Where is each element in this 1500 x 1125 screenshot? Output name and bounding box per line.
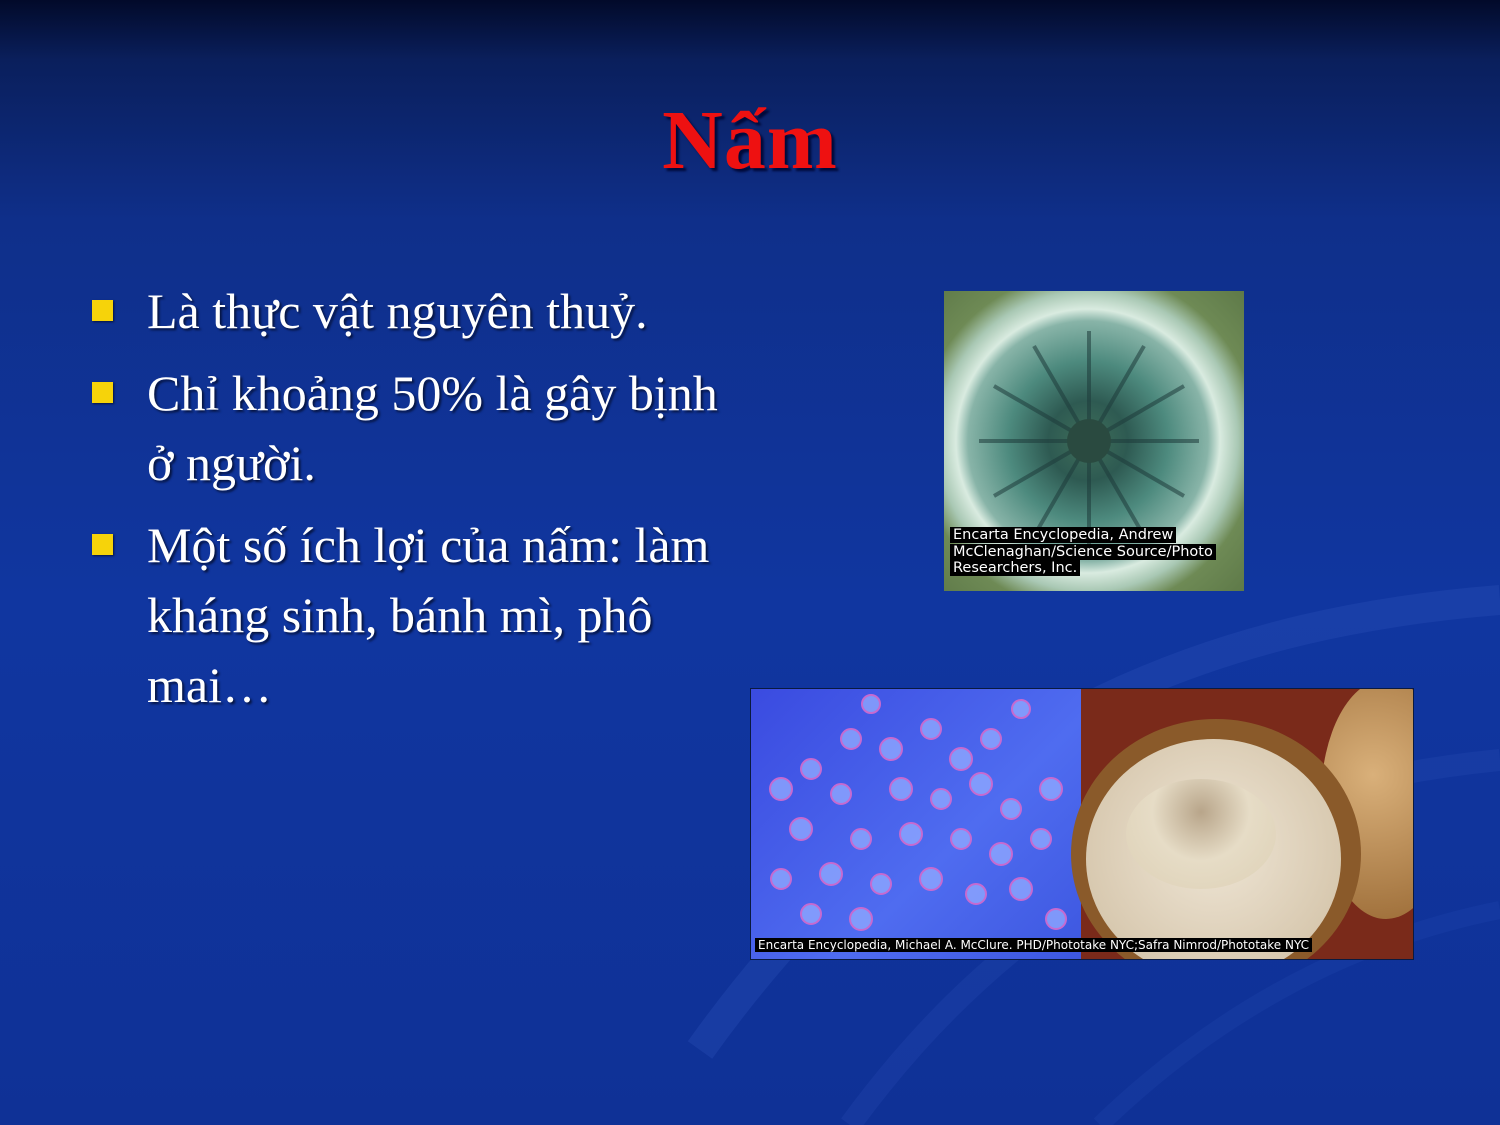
bullet-text: Chỉ khoảng 50% là gây bịnh ở người. xyxy=(147,365,718,491)
yeast-bread-photo xyxy=(750,688,1414,960)
dough xyxy=(1126,779,1276,889)
bullet-item xyxy=(92,510,752,720)
mold-colony-photo xyxy=(944,291,1244,591)
caption-line: Researchers, Inc. xyxy=(950,560,1080,576)
caption-line: McClenaghan/Science Source/Photo xyxy=(950,544,1216,560)
yeast-cells-graphic xyxy=(751,689,1081,959)
square-bullet-icon xyxy=(92,534,113,555)
yeast-photo-caption xyxy=(755,939,1312,953)
caption-line: Encarta Encyclopedia, Michael A. McClure. PHD/Phototake NYC;Safra Nimrod/Phototake NYC xyxy=(755,938,1312,952)
caption-line: Encarta Encyclopedia, Andrew xyxy=(950,527,1176,543)
square-bullet-icon xyxy=(92,382,113,403)
bullet-list xyxy=(92,276,752,732)
bullet-item xyxy=(92,358,752,498)
bullet-item xyxy=(92,276,752,346)
bullet-text: Một số ích lợi của nấm: làm kháng sinh, bánh mì, phô mai… xyxy=(147,517,710,713)
bread-dough-panel xyxy=(1081,689,1413,959)
mold-photo-caption xyxy=(950,527,1216,577)
bullet-text: Là thực vật nguyên thuỷ. xyxy=(147,283,648,339)
yeast-cells-panel xyxy=(751,689,1081,959)
slide-title: Nấm xyxy=(662,94,838,187)
square-bullet-icon xyxy=(92,300,113,321)
